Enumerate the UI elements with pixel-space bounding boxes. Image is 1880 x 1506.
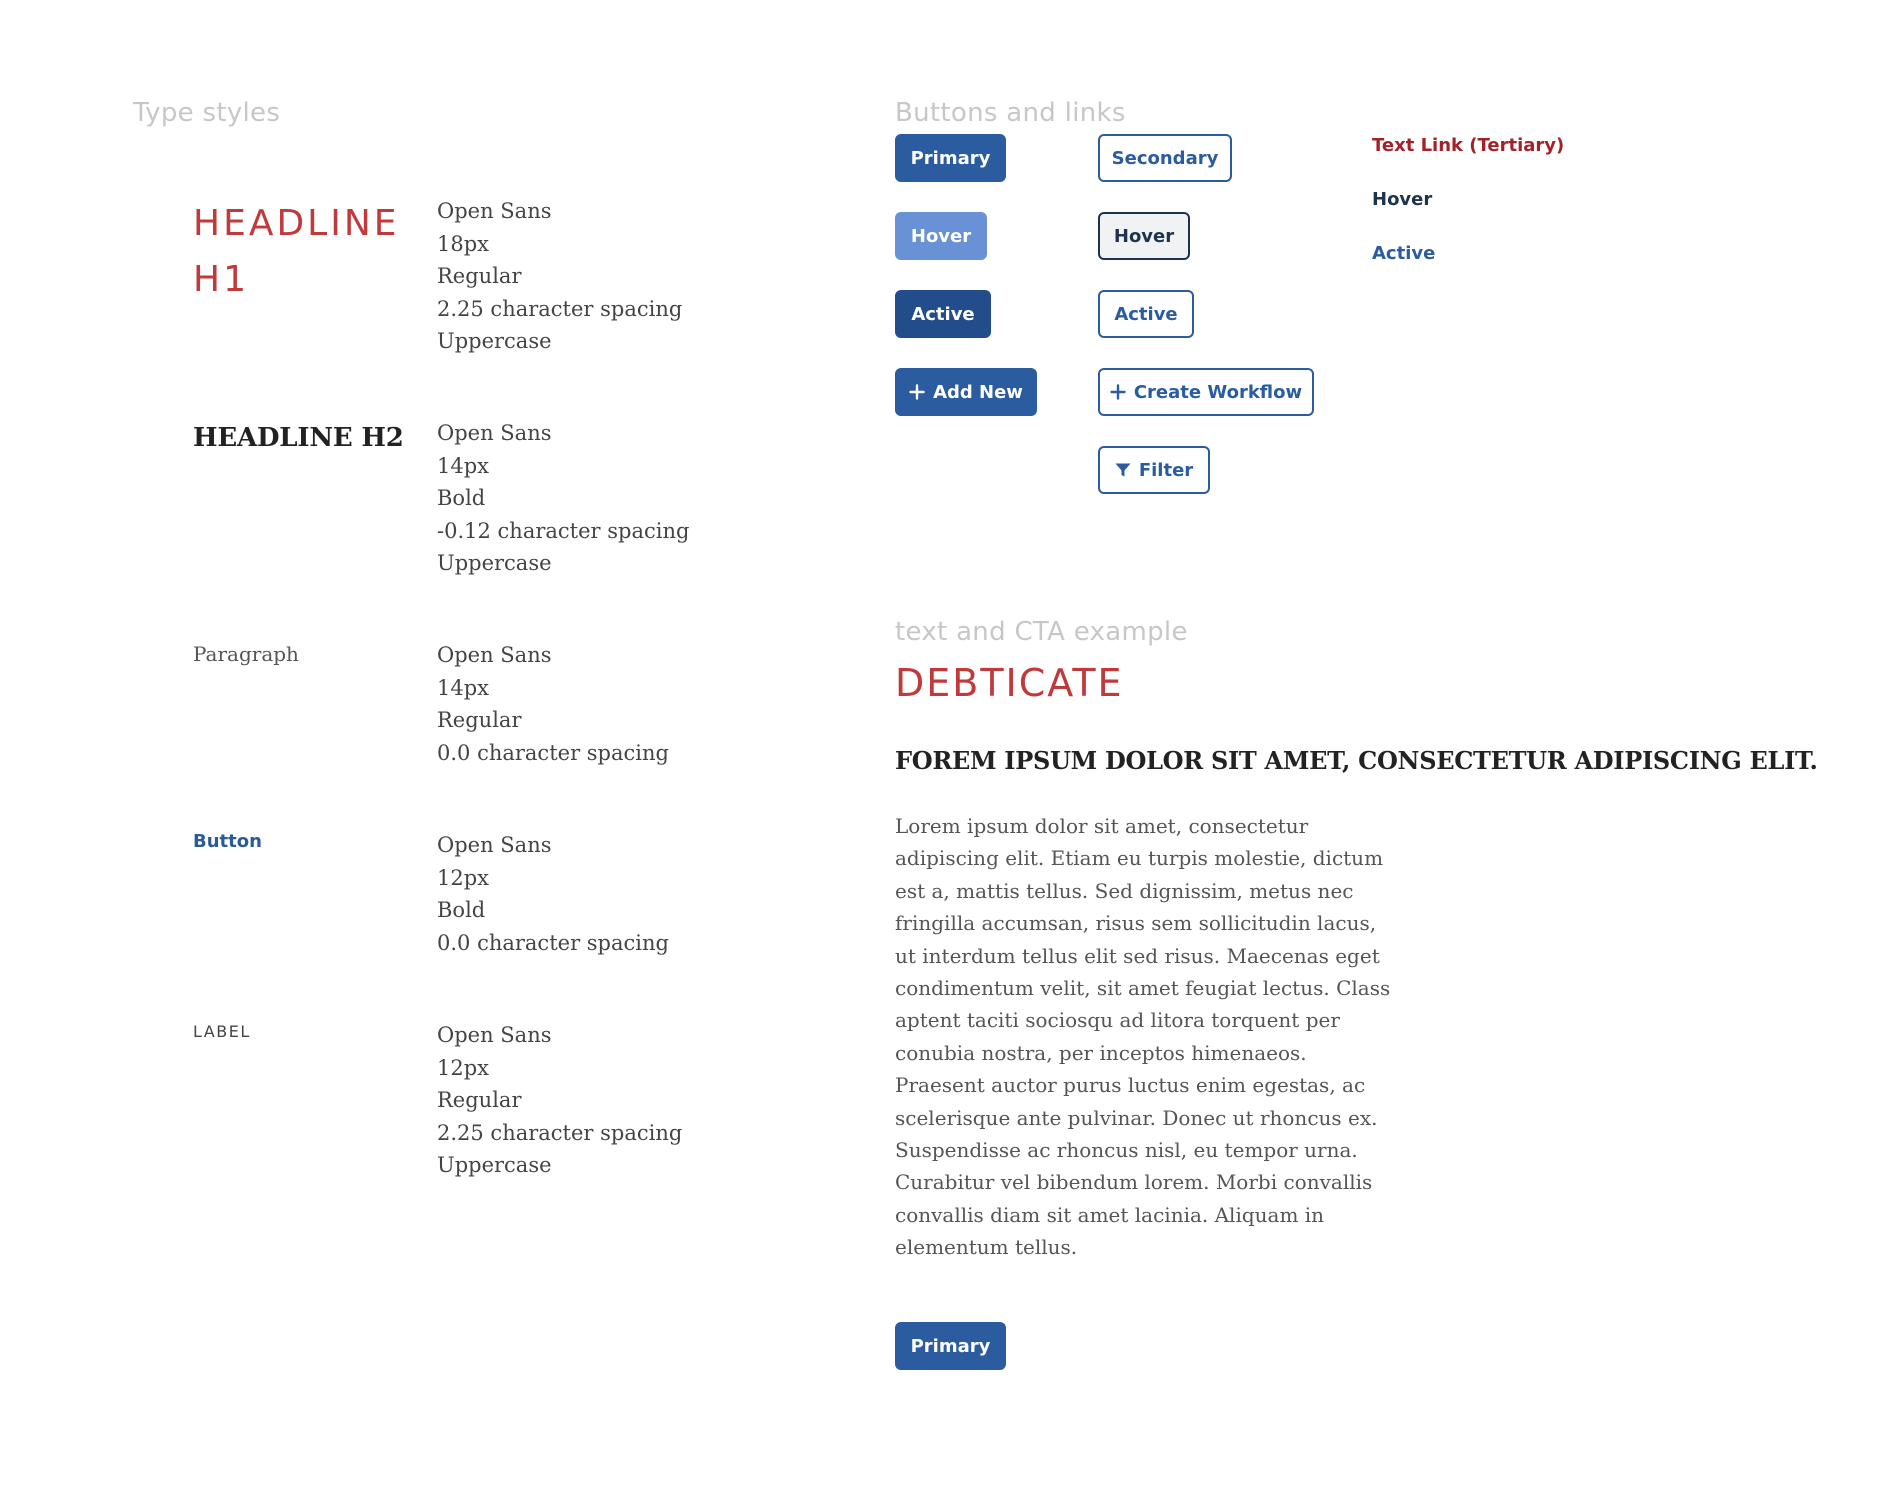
primary-hover-button[interactable]: Hover <box>895 212 987 260</box>
spec-line: Open Sans <box>437 421 552 445</box>
secondary-button[interactable]: Secondary <box>1098 134 1232 182</box>
filter-button[interactable] <box>1098 446 1210 494</box>
spec-line: 0.0 character spacing <box>437 740 669 765</box>
cta-primary-button[interactable]: Primary <box>895 1322 1006 1370</box>
primary-active-button[interactable]: Active <box>895 290 991 338</box>
type-styles-title: Type styles <box>133 98 281 128</box>
text-link-active[interactable]: Active <box>1372 243 1436 264</box>
headline-h1-line-1: HEADLINE <box>193 203 400 244</box>
spec-line: 18px <box>437 231 490 256</box>
spec-line: Regular <box>437 708 522 732</box>
label-spec <box>437 1019 682 1182</box>
text-link-hover[interactable]: Hover <box>1372 189 1433 210</box>
paragraph-sample: Paragraph <box>193 642 299 666</box>
button-type-spec <box>437 829 669 959</box>
headline-h1-line-2: H1 <box>193 259 249 300</box>
spec-line: Open Sans <box>437 643 552 667</box>
label-sample: LABEL <box>193 1022 251 1041</box>
cta-example-title: text and CTA example <box>895 617 1188 647</box>
plus-icon <box>1110 384 1126 400</box>
spec-line: Regular <box>437 264 522 288</box>
create-workflow-label: Create Workflow <box>1133 381 1303 403</box>
cta-body-text: Lorem ipsum dolor sit amet, consectetur adipiscing elit. Etiam eu turpis molestie, dictum est a, mattis tellus. Sed dignissim, metus nec fringilla accumsan, risus sem sollicitudin lacus, ut interdum tellus elit sed risus. Maecenas eget condimentum velit, sit amet feugiat lectus. Class aptent taciti sociosqu ad litora torquent per conubia nostra, per inceptos himenaeos. Praesent auctor purus luctus enim egestas, ac scelerisque ante pulvinar. Donec ut rhoncus ex. Suspendisse ac rhoncus nisl, eu tempor urna. Curabitur vel bibendum lorem. Morbi convallis convallis diam sit amet lacinia. Aliquam in elementum tellus. <box>895 814 1391 1260</box>
text-link-tertiary[interactable]: Text Link (Tertiary) <box>1372 135 1565 156</box>
add-new-label: Add New <box>933 381 1023 403</box>
spec-line: Open Sans <box>437 199 552 223</box>
spec-line: 2.25 character spacing <box>437 1120 683 1145</box>
spec-line: Uppercase <box>437 1153 552 1177</box>
spec-line: 14px <box>437 675 490 700</box>
create-workflow-button[interactable] <box>1098 368 1314 416</box>
headline-h2-spec <box>437 417 689 580</box>
primary-button[interactable]: Primary <box>895 134 1006 182</box>
secondary-hover-button[interactable]: Hover <box>1098 212 1190 260</box>
spec-line: -0.12 character spacing <box>437 518 690 543</box>
spec-line: Regular <box>437 1088 522 1112</box>
secondary-active-button[interactable]: Active <box>1098 290 1194 338</box>
spec-line: 12px <box>437 1055 490 1080</box>
buttons-links-title: Buttons and links <box>895 98 1126 128</box>
headline-h1-spec <box>437 195 682 358</box>
add-new-button[interactable] <box>895 368 1037 416</box>
paragraph-spec <box>437 639 669 769</box>
headline-h1-sample <box>193 196 400 308</box>
spec-line: 14px <box>437 453 490 478</box>
spec-line: Open Sans <box>437 833 552 857</box>
spec-line: Bold <box>437 898 486 922</box>
spec-line: Uppercase <box>437 329 552 353</box>
spec-line: 2.25 character spacing <box>437 296 683 321</box>
button-type-sample: Button <box>193 831 262 852</box>
cta-subheading: FOREM IPSUM DOLOR SIT AMET, CONSECTETUR ADIPISCING ELIT. <box>895 746 1818 775</box>
spec-line: 12px <box>437 865 490 890</box>
filter-icon <box>1115 462 1131 478</box>
plus-icon <box>909 384 925 400</box>
spec-line: Uppercase <box>437 551 552 575</box>
spec-line: Open Sans <box>437 1023 552 1047</box>
spec-line: 0.0 character spacing <box>437 930 669 955</box>
cta-brand-heading: DEBTICATE <box>895 661 1124 705</box>
filter-label: Filter <box>1138 459 1194 481</box>
headline-h2-sample: HEADLINE H2 <box>193 423 404 453</box>
spec-line: Bold <box>437 486 486 510</box>
